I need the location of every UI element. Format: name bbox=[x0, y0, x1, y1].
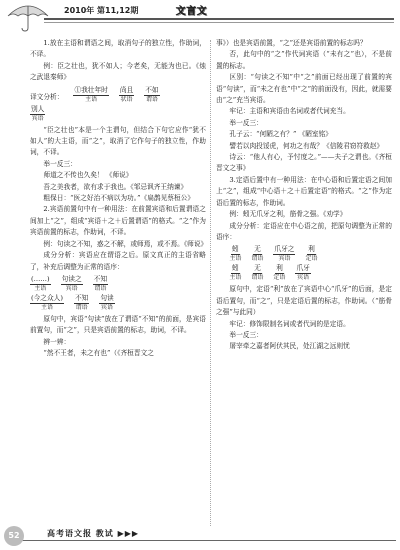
paragraph: 牢记：修饰限制名词或者代词的是定语。 bbox=[229, 319, 350, 328]
paragraph: 例：臣之壮也，犹不如人；今老矣，无能为也已。《烛之武退秦师》 bbox=[30, 61, 206, 82]
paragraph: 事》）也是宾语前置，“之”还是宾语前置的标志吗？ bbox=[216, 39, 367, 47]
issue-label: 2010年 第11,12期 bbox=[64, 6, 139, 15]
header-rule bbox=[44, 18, 394, 20]
paragraph: 1.放在主语和谓语之间，取消句子的独立性，作助词，不译。 bbox=[30, 39, 206, 59]
analysis-unit: 尚且 状语 bbox=[119, 85, 134, 103]
analysis-unit: ①我壮年时 主语 bbox=[74, 85, 108, 103]
footer-title: 高考语文报 教试 ▶▶▶ bbox=[44, 528, 142, 539]
analysis-unit: (……) 主语 bbox=[31, 274, 50, 292]
footer-rule bbox=[22, 540, 396, 541]
paragraph: 成分分析：定语应在中心语之前，把原句调整为正常的语序： bbox=[216, 221, 392, 241]
analysis-unit: 句读 宾语 bbox=[100, 293, 114, 311]
analysis-block bbox=[30, 274, 206, 312]
analysis-unit: 蚓 主语 bbox=[229, 245, 242, 263]
example-line: 诗云：“他人有心，予忖度之。”——夫子之谓也。《齐桓晋文之事》 bbox=[216, 153, 392, 173]
paragraph: 成分分析：宾语应在谓语之后。原文真正的主语省略了，补充后调整为正常的语序： bbox=[30, 251, 206, 271]
analysis-unit: 不如 谓语 bbox=[145, 85, 159, 103]
analysis-block bbox=[30, 85, 206, 123]
umbrella-icon bbox=[6, 2, 50, 32]
analysis-unit: 爪牙之 宾语 bbox=[274, 245, 295, 263]
analysis-unit: 爪牙 宾语 bbox=[296, 264, 310, 282]
example-line: 粗保日：“医之好治不病以为功。”《扁鹊见蔡桓公》 bbox=[43, 194, 195, 203]
paragraph: “然不王者，未之有也”（《齐桓晋文之 bbox=[43, 349, 154, 358]
paragraph: 牢记：主语和宾语由名词或者代词充当。 bbox=[229, 107, 350, 116]
example-line: 吾之美我者，欲有求于我也。《邹忌讽齐王纳谏》 bbox=[43, 182, 188, 191]
analysis-label: 译文分析： bbox=[30, 93, 64, 102]
example-line: 师道之不传也久矣！ 《师说》 bbox=[43, 171, 133, 180]
analysis-unit: 句读之 宾语 bbox=[61, 274, 82, 292]
page-footer bbox=[0, 526, 400, 550]
analysis-unit: 不知 谓语 bbox=[93, 274, 108, 292]
column-divider bbox=[210, 40, 211, 526]
example-line: 孔子云：“何陋之有？” 《陋室铭》 bbox=[229, 130, 332, 139]
analysis-unit: 无 谓语 bbox=[251, 245, 264, 263]
paragraph: 2.宾语前置句中有一种用法：在前置宾语和后置谓语之间加上“之”，组成“宾语＋之＋后置谓语”的格式。“之”作为宾语前置的标志，作助词，不译。 bbox=[30, 205, 206, 237]
paragraph: “臣之壮也”本是一个主谓句，但结合下句它应作“犹不如人”的大主语，而“之”，取消了它作句子的独立性，作助词，不译。 bbox=[30, 125, 206, 157]
paragraph: 举一反三： bbox=[43, 159, 77, 168]
example-line: 譬若以肉投馁虎，何功之有哉？《信陵君窃符救赵》 bbox=[229, 141, 384, 150]
paragraph: 原句中，定语“利”放在了宾语中心“爪牙”的后面，是定语后置句，而“之”，只是定语后置的标志，作助词。（“筋骨之强”与此同） bbox=[216, 285, 392, 317]
analysis-unit: 不知 谓语 bbox=[74, 293, 89, 311]
paragraph: 3.定语后置中有一种用法：在中心语和后置定语之间加上“之”，组成“中心语＋之＋后置定语”的格式。“之”作为定语后置的标志，作助词。 bbox=[216, 175, 392, 207]
page-header bbox=[0, 0, 400, 34]
paragraph: 举一反三： bbox=[229, 118, 263, 127]
paragraph: 原句中，宾语“句读”放在了谓语“不知”的前面，是宾语前置句，而“之”，只是宾语前置的标志，助词，不译。 bbox=[30, 314, 206, 335]
analysis-block bbox=[216, 244, 392, 282]
paragraph: 否，此句中的“之”作代词宾语（“未有之”也），不是前置的标志。 bbox=[216, 50, 392, 70]
paragraph: 例：句读之不知，惑之不解，或师焉，或不焉。《师说》 bbox=[43, 239, 208, 248]
paragraph: 例：蚓无爪牙之利，筋骨之强。《劝学》 bbox=[229, 210, 347, 219]
paragraph: 屠宰牵之嘉者阿伏其民，处江湖之远则忧 bbox=[229, 342, 350, 351]
analysis-unit: 利 定语 bbox=[273, 264, 286, 282]
analysis-unit: 利 定语 bbox=[305, 245, 318, 263]
right-column bbox=[216, 38, 392, 353]
paragraph: 举一反三： bbox=[229, 330, 263, 339]
analysis-unit: 蚓 主语 bbox=[229, 264, 242, 282]
analysis-unit: 无 谓语 bbox=[251, 264, 264, 282]
page-number: 52 bbox=[4, 526, 24, 546]
analysis-unit: 别人 宾语 bbox=[31, 104, 45, 122]
paragraph: 辨一辨： bbox=[43, 337, 71, 346]
left-column bbox=[30, 38, 206, 360]
header-rule-thin bbox=[44, 22, 394, 23]
analysis-unit: (今之众人) 主语 bbox=[31, 293, 63, 311]
column-title: 文言文 bbox=[176, 6, 208, 17]
paragraph: 区别：“句读之不知”中“之”前面已经出现了前置的宾语“句读”，而“未之有也”中“之”的前面没有，因此，就需要由“之”充当宾语。 bbox=[216, 73, 392, 105]
